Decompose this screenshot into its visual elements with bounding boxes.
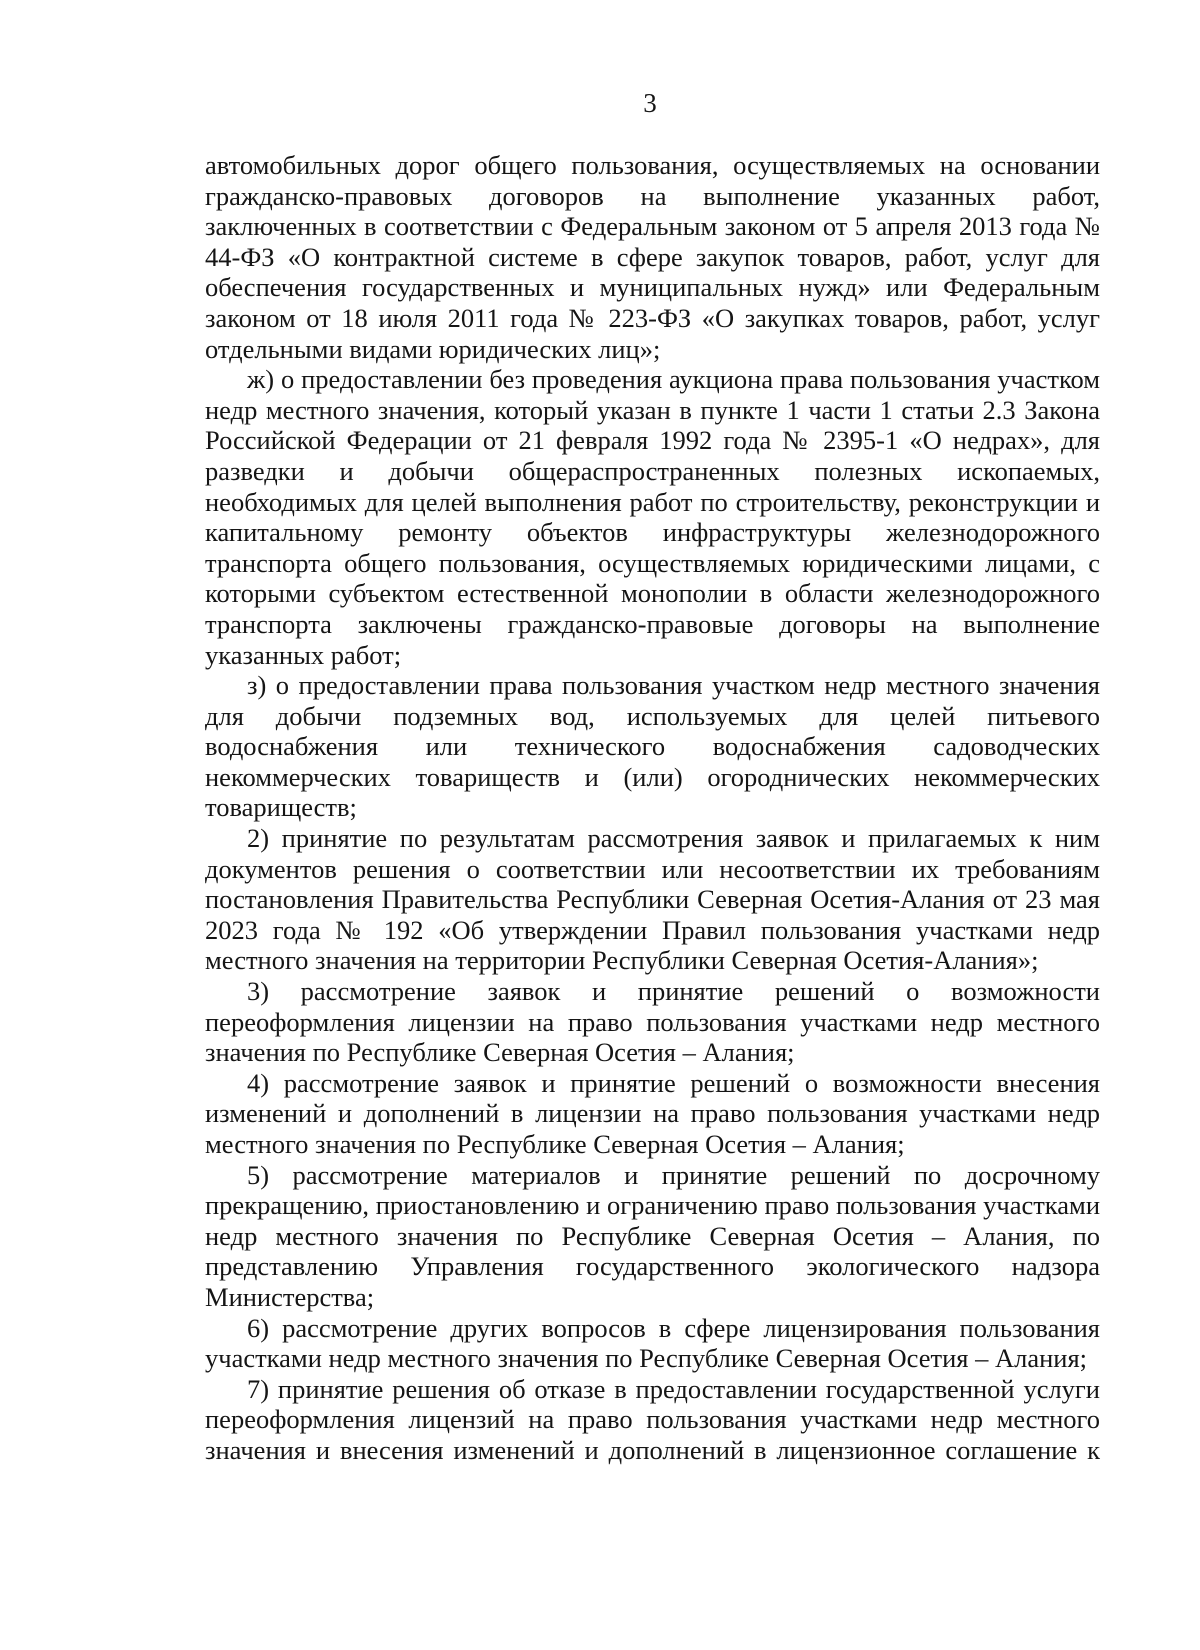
paragraph-item-2: 2) принятие по результатам рассмотрения заявок и прилагаемых к ним документов решения о соответствии или несоответствии их требованиям постановления Правительства Республики Северная Осетия-Алания от 23 мая 2023 года № 192 «Об утверждении Правил пользования участками недр местного значения на территории Республики Северная Осетия-Алания»; bbox=[205, 823, 1100, 976]
paragraph-continuation: автомобильных дорог общего пользования, осуществляемых на основании гражданско-правовых договоров на выполнение указанных работ, заключенных в соответствии с Федеральным законом от 5 апреля 2013 года № 44-ФЗ «О контрактной системе в сфере закупок товаров, работ, услуг для обеспечения государственных и муниципальных нужд» или Федеральным законом от 18 июля 2011 года № 223-ФЗ «О закупках товаров, работ, услуг отдельными видами юридических лиц»; bbox=[205, 150, 1100, 364]
paragraph-item-z: з) о предоставлении права пользования участком недр местного значения для добычи подземных вод, используемых для целей питьевого водоснабжения или технического водоснабжения садоводческих некоммерческих товариществ и (или) огороднических некоммерческих товариществ; bbox=[205, 670, 1100, 823]
paragraph-item-6: 6) рассмотрение других вопросов в сфере лицензирования пользования участками недр местного значения по Республике Северная Осетия – Алания; bbox=[205, 1312, 1100, 1374]
paragraph-item-4: 4) рассмотрение заявок и принятие решений о возможности внесения изменений и дополнений в лицензии на право пользования участками недр местного значения по Республике Северная Осетия – Алания; bbox=[205, 1067, 1100, 1159]
paragraph-item-7: 7) принятие решения об отказе в предоставлении государственной услуги переоформления лицензий на право пользования участками недр местного значения и внесения изменений и дополнений в лицензионное соглашение к bbox=[205, 1373, 1100, 1465]
document-body bbox=[205, 150, 1100, 1466]
paragraph-item-5: 5) рассмотрение материалов и принятие решений по досрочному прекращению, приостановлению и ограничению право пользования участками недр местного значения по Республике Северная Осетия – Алания, по представлению Управления государственного экологического надзора Министерства; bbox=[205, 1159, 1100, 1312]
paragraph-item-zh: ж) о предоставлении без проведения аукциона права пользования участком недр местного значения, который указан в пункте 1 части 1 статьи 2.3 Закона Российской Федерации от 21 февраля 1992 года № 2395-1 «О недрах», для разведки и добычи общераспространенных полезных ископаемых, необходимых для целей выполнения работ по строительству, реконструкции и капитальному ремонту объектов инфраструктуры железнодорожного транспорта общего пользования, осуществляемых юридическими лицами, с которыми субъектом естественной монополии в области железнодорожного транспорта заключены гражданско-правовые договоры на выполнение указанных работ; bbox=[205, 364, 1100, 670]
paragraph-item-3: 3) рассмотрение заявок и принятие решений о возможности переоформления лицензии на право пользования участками недр местного значения по Республике Северная Осетия – Алания; bbox=[205, 976, 1100, 1068]
page-number: 3 bbox=[643, 88, 657, 118]
